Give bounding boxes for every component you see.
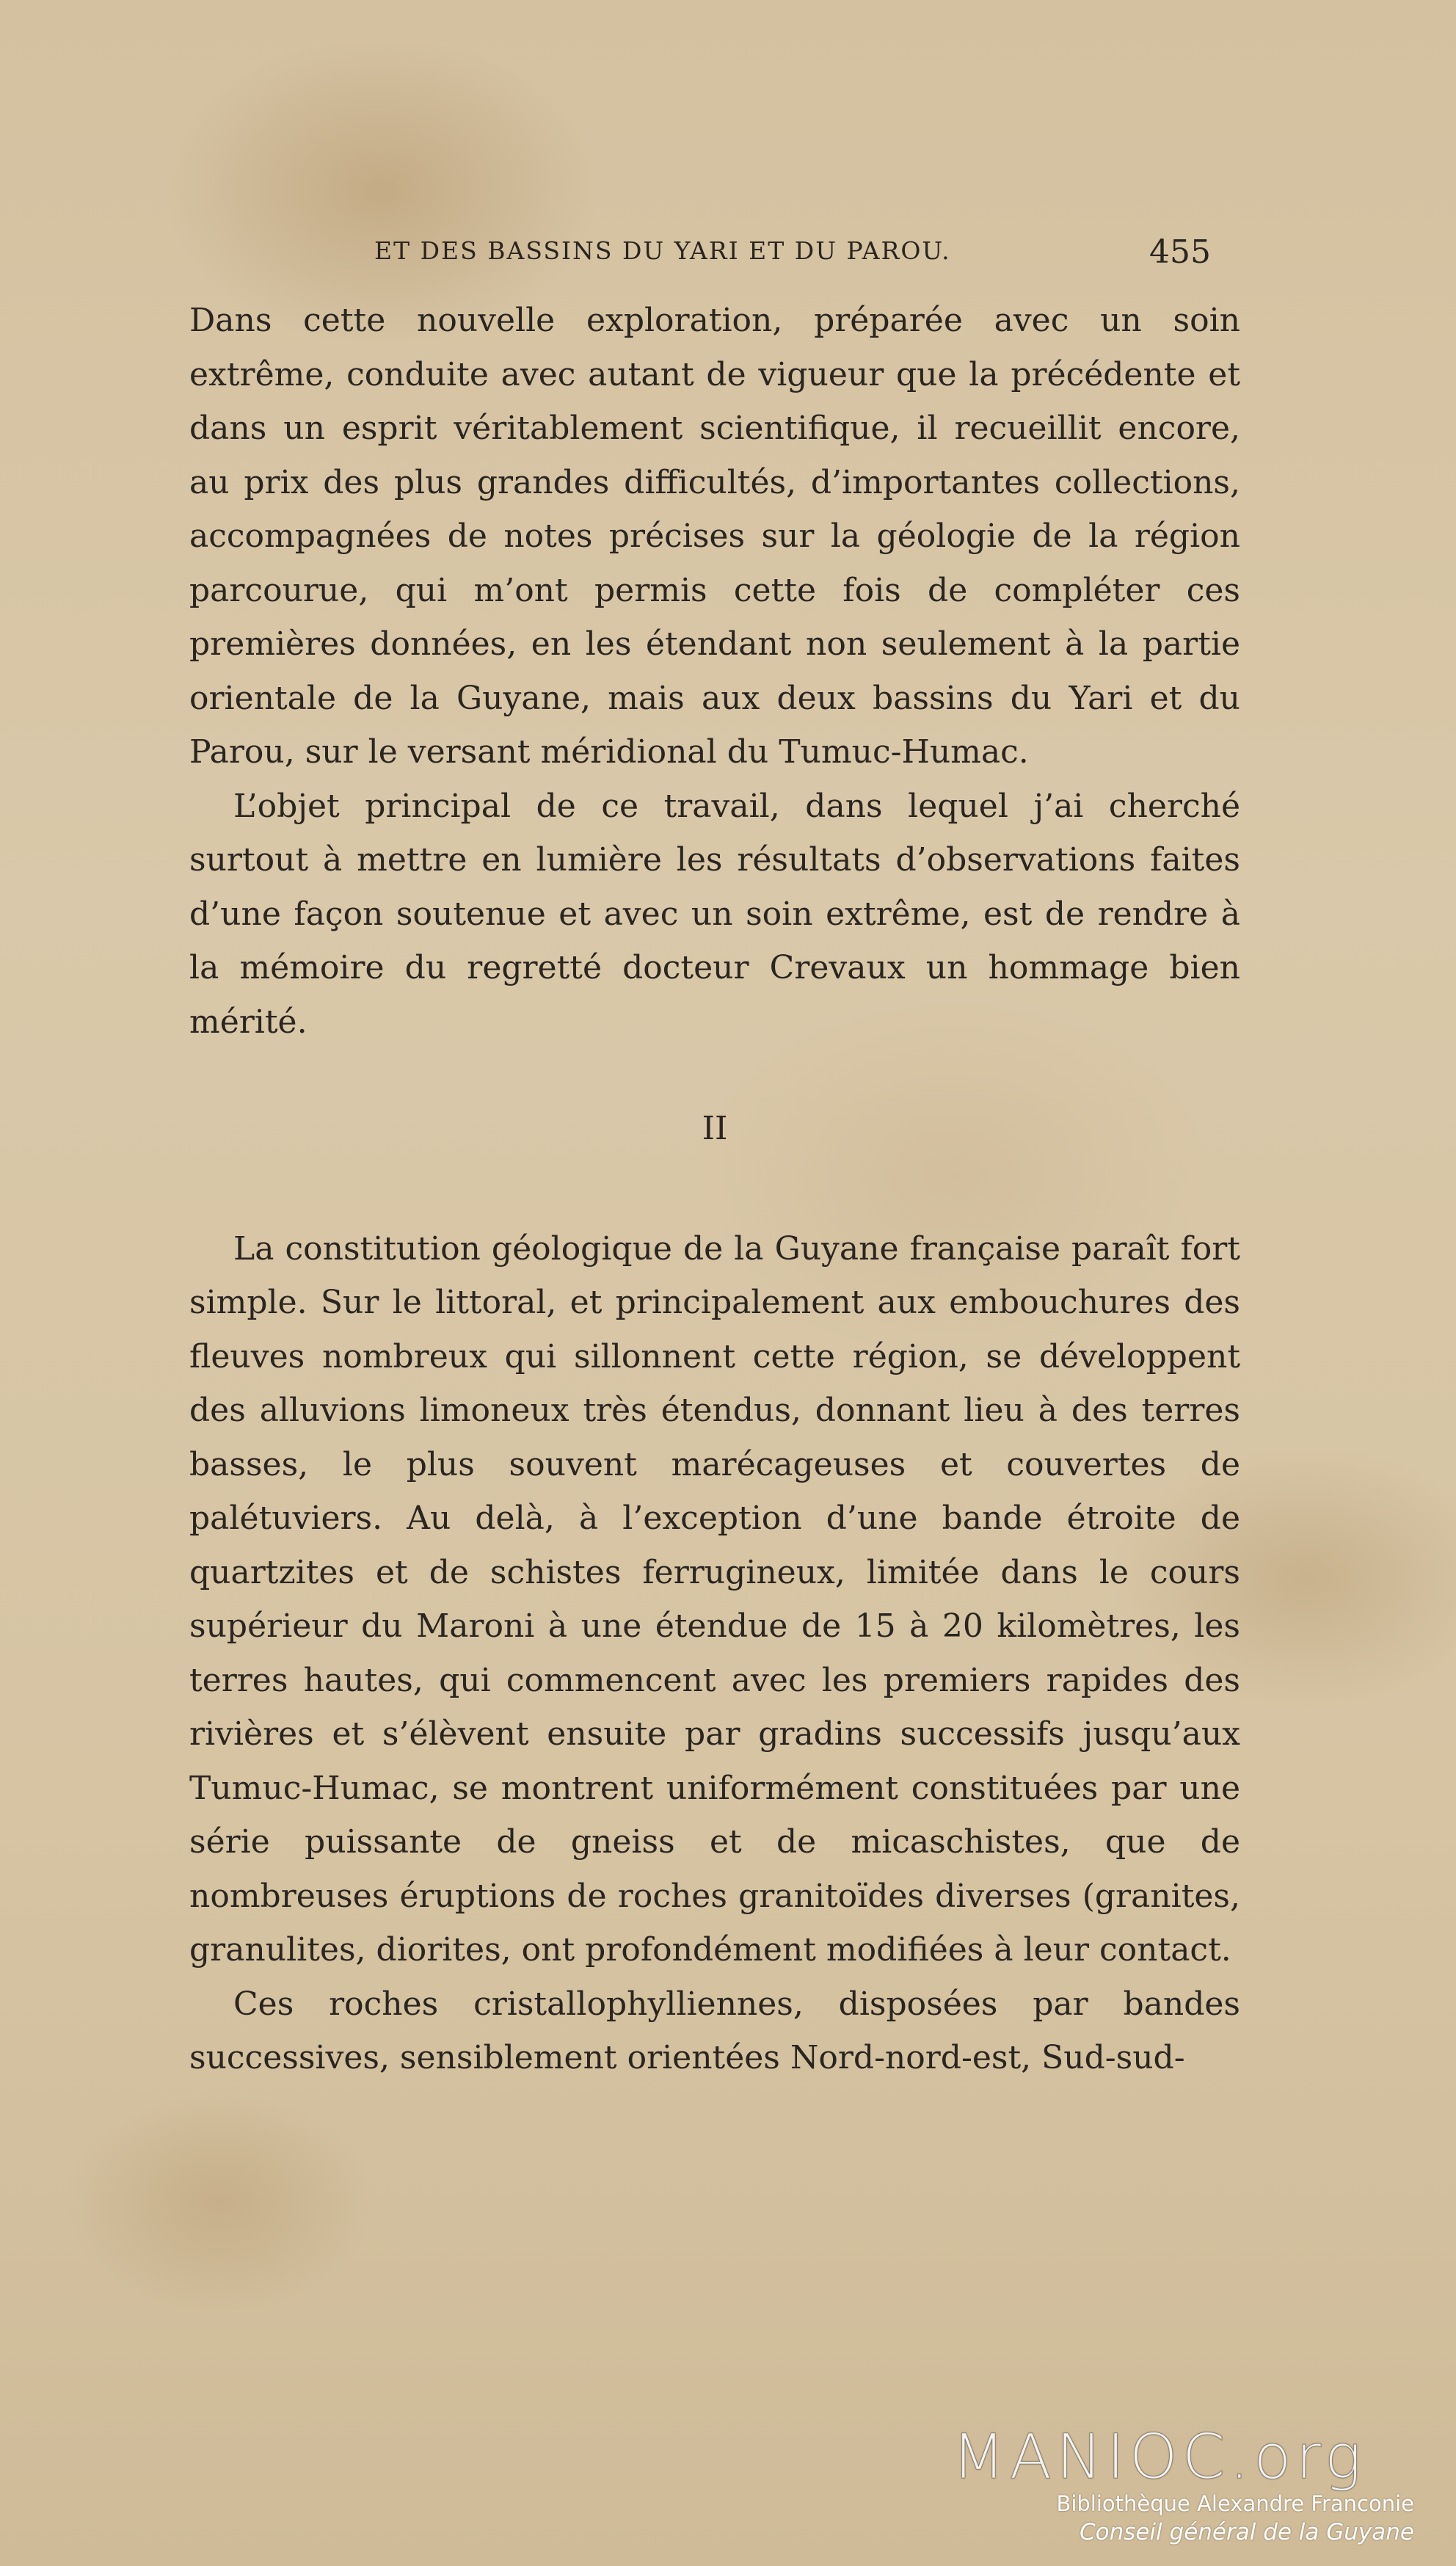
paragraph-objective: L’objet principal de ce travail, dans lequel j’ai cherché surtout à mettre en lumière les résultats d’observations faites d’une façon soutenue et avec un soin extrême, est de rendre à la mémoire du regretté docteur Crevaux un hommage bien mérité. <box>189 787 1240 1041</box>
paragraph-geology: La constitution géologique de la Guyane française paraît fort simple. Sur le littoral, et principalement aux embouchures des fleuves nombreux qui sillonnent cette région, se développent des alluvions limoneux très étendus, donnant lieu à des terres basses, le plus souvent marécageuses et couvertes de palétuviers. Au delà, à l’exception d’une bande étroite de quartzites et de schistes ferrugineux, limitée dans le cours supérieur du Maroni à une étendue de 15 à 20 kilomètres, les terres hautes, qui commencent avec les premiers rapides des rivières et s’élèvent ensuite par gradins successifs jusqu’aux Tumuc-Humac, se montrent uniformément constituées par une série puissante de gneiss et de micaschistes, que de nombreuses éruptions de roches granitoïdes diverses (granites, granulites, diorites, ont profondément modifiées à leur contact. <box>189 1229 1240 1969</box>
paragraph-continuation: Dans cette nouvelle exploration, préparée avec un soin extrême, conduite avec autant de vigueur que la précédente et dans un esprit véritablement scientifique, il recueillit encore, au prix des plus grandes difficultés, d’importantes collections, accompagnées de notes précises sur la géologie de la région parcourue, qui m’ont permis cette fois de compléter ces premières données, en les étendant non seulement à la partie orientale de la Guyane, mais aux deux bassins du Yari et du Parou, sur le versant méridional du Tumuc-Humac. <box>189 302 1240 771</box>
paragraph-rocks: Ces roches cristallophylliennes, disposées par bandes successives, sensiblement orientées Nord-nord-est, Sud-sud- <box>189 1985 1240 2076</box>
running-title: ET DES BASSINS DU YARI ET DU PAROU. <box>374 236 951 265</box>
page-number: 455 <box>1149 233 1211 271</box>
manioc-logo: MANIOC.org <box>952 2421 1366 2493</box>
section-heading: II <box>702 1110 728 1147</box>
watermark-library: Bibliothèque Alexandre Franconie <box>1056 2491 1414 2516</box>
watermark-council: Conseil général de la Guyane <box>1079 2519 1414 2545</box>
body-text <box>189 294 1240 2085</box>
running-head <box>191 233 1211 280</box>
